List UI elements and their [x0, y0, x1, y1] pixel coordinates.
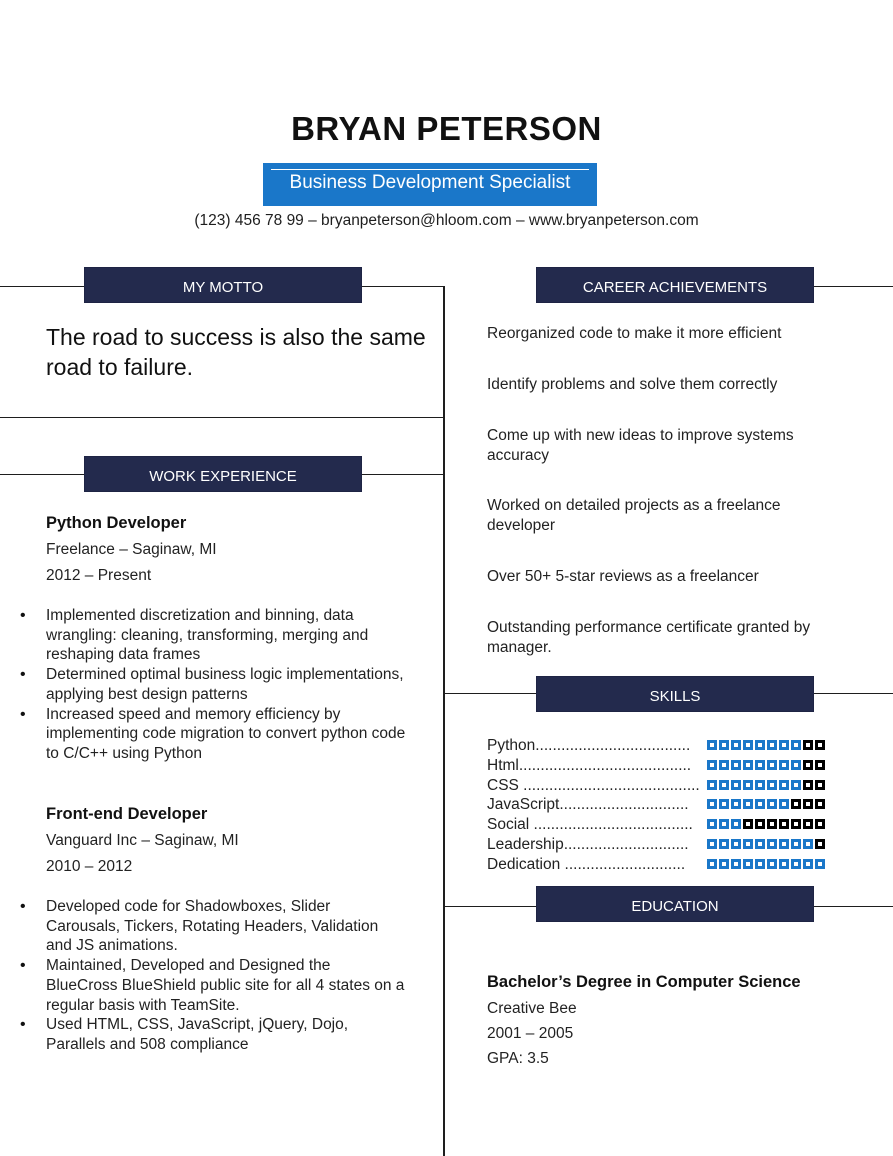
- skill-square-empty: [767, 819, 777, 829]
- skill-square-filled: [767, 859, 777, 869]
- skill-row-python: [487, 736, 857, 756]
- skill-square-filled: [731, 760, 741, 770]
- skill-square-filled: [791, 760, 801, 770]
- skill-square-filled: [791, 859, 801, 869]
- job-1-company: Freelance – Saginaw, MI: [46, 541, 217, 558]
- job-1-bullets: [46, 606, 406, 764]
- job-1-bullet-3: • Increased speed and memory efficiency by implementing code migration to convert python code to C/C++ using Python: [46, 705, 406, 764]
- skill-square-filled: [731, 740, 741, 750]
- job-1-dates: 2012 – Present: [46, 567, 152, 584]
- skill-row-dedication: [487, 855, 857, 875]
- skill-square-filled: [755, 760, 765, 770]
- skill-square-empty: [803, 799, 813, 809]
- skill-square-filled: [743, 839, 753, 849]
- skill-square-filled: [779, 780, 789, 790]
- skill-square-filled: [707, 819, 717, 829]
- achievement-3: Come up with new ideas to improve systems accuracy: [487, 427, 794, 464]
- skills-rule-left: [444, 693, 537, 694]
- achievement-1: Reorganized code to make it more efficient: [487, 325, 782, 342]
- skill-square-empty: [755, 819, 765, 829]
- skill-square-filled: [707, 859, 717, 869]
- motto-text: The road to success is also the same road to failure.: [46, 324, 426, 380]
- skill-row-html: [487, 756, 857, 776]
- skill-label: Html........................................: [487, 757, 692, 774]
- skill-square-filled: [767, 740, 777, 750]
- skill-square-filled: [719, 819, 729, 829]
- skill-square-filled: [767, 839, 777, 849]
- skill-square-empty: [815, 839, 825, 849]
- achievement-2: Identify problems and solve them correctly: [487, 376, 778, 393]
- achievement-4: Worked on detailed projects as a freelance developer: [487, 497, 781, 534]
- skill-rating: [707, 839, 825, 849]
- skill-square-filled: [707, 760, 717, 770]
- skill-square-filled: [731, 839, 741, 849]
- skill-square-filled: [779, 839, 789, 849]
- skill-square-empty: [815, 780, 825, 790]
- work-rule-left: [0, 474, 84, 475]
- skill-square-filled: [755, 740, 765, 750]
- skill-square-empty: [791, 819, 801, 829]
- skill-square-filled: [755, 780, 765, 790]
- title-divider: [271, 169, 589, 170]
- skill-square-filled: [707, 780, 717, 790]
- career-achievements-heading: CAREER ACHIEVEMENTS: [536, 267, 814, 303]
- skill-square-filled: [731, 799, 741, 809]
- skill-square-filled: [719, 780, 729, 790]
- education-degree: Bachelor’s Degree in Computer Science: [487, 973, 801, 991]
- skill-square-filled: [779, 859, 789, 869]
- education-school: Creative Bee: [487, 1000, 577, 1017]
- skill-square-empty: [743, 819, 753, 829]
- skill-square-filled: [755, 839, 765, 849]
- skill-label: Dedication ............................: [487, 856, 686, 873]
- job-2-bullets: [46, 897, 406, 1055]
- motto-bottom-rule: [0, 417, 444, 418]
- skill-square-filled: [719, 839, 729, 849]
- skill-rating: [707, 740, 825, 750]
- contact-line: (123) 456 78 99 – bryanpeterson@hloom.com – www.bryanpeterson.com: [194, 212, 699, 229]
- skill-square-filled: [731, 859, 741, 869]
- job-2-bullet-1: • Developed code for Shadowboxes, Slider Carousals, Tickers, Rotating Headers, Validation and JS animations.: [46, 897, 406, 956]
- skill-square-filled: [779, 740, 789, 750]
- skill-square-empty: [791, 799, 801, 809]
- job-1-title: Python Developer: [46, 514, 187, 532]
- skill-square-filled: [767, 799, 777, 809]
- skills-heading: SKILLS: [536, 676, 814, 712]
- motto-rule-left: [0, 286, 84, 287]
- skill-square-filled: [803, 859, 813, 869]
- skill-square-filled: [767, 780, 777, 790]
- skill-square-empty: [779, 819, 789, 829]
- skill-square-filled: [779, 799, 789, 809]
- skill-rating: [707, 780, 825, 790]
- skill-square-filled: [755, 859, 765, 869]
- skill-square-filled: [755, 799, 765, 809]
- skill-rating: [707, 859, 825, 869]
- motto-heading: MY MOTTO: [84, 267, 362, 303]
- skill-label: CSS .........................................: [487, 777, 700, 794]
- job-title-text: Business Development Specialist: [289, 172, 571, 193]
- achievement-5: Over 50+ 5-star reviews as a freelancer: [487, 568, 759, 585]
- skill-square-filled: [743, 760, 753, 770]
- skill-rating: [707, 819, 825, 829]
- skill-square-filled: [707, 799, 717, 809]
- education-heading: EDUCATION: [536, 886, 814, 922]
- skill-square-empty: [803, 760, 813, 770]
- skill-square-empty: [815, 799, 825, 809]
- skill-label: Social .....................................: [487, 816, 693, 833]
- skill-square-filled: [719, 859, 729, 869]
- education-rule-left: [444, 906, 537, 907]
- skill-square-filled: [791, 780, 801, 790]
- skill-square-filled: [743, 859, 753, 869]
- job-1-bullet-1: • Implemented discretization and binning, data wrangling: cleaning, transforming, merging and reshaping data frames: [46, 606, 406, 665]
- skill-square-filled: [719, 799, 729, 809]
- skill-square-empty: [815, 760, 825, 770]
- candidate-name: BRYAN PETERSON: [291, 110, 602, 147]
- job-2-dates: 2010 – 2012: [46, 858, 133, 875]
- skill-square-filled: [743, 740, 753, 750]
- skill-square-filled: [791, 740, 801, 750]
- skill-square-filled: [767, 760, 777, 770]
- education-dates: 2001 – 2005: [487, 1025, 574, 1042]
- skill-row-css: [487, 776, 857, 796]
- job-2-bullet-3: • Used HTML, CSS, JavaScript, jQuery, Dojo, Parallels and 508 compliance: [46, 1015, 406, 1054]
- skill-square-filled: [731, 780, 741, 790]
- job-2-bullet-2: • Maintained, Developed and Designed the BlueCross BlueShield public site for all 4 states on a regular basis with TeamSite.: [46, 956, 406, 1015]
- skill-square-empty: [803, 740, 813, 750]
- skill-square-filled: [707, 740, 717, 750]
- motto-rule-right: [361, 286, 444, 287]
- skill-rating: [707, 760, 825, 770]
- skill-square-empty: [803, 819, 813, 829]
- job-2-company: Vanguard Inc – Saginaw, MI: [46, 832, 239, 849]
- career-rule-right: [814, 286, 893, 287]
- job-2-title: Front-end Developer: [46, 805, 208, 823]
- achievement-6: Outstanding performance certificate granted by manager.: [487, 619, 811, 656]
- skill-row-leadership: [487, 835, 857, 855]
- job-title-banner: [263, 163, 597, 206]
- skill-square-filled: [719, 760, 729, 770]
- skill-square-empty: [803, 780, 813, 790]
- skill-square-filled: [719, 740, 729, 750]
- skill-square-empty: [815, 819, 825, 829]
- work-rule-right: [361, 474, 444, 475]
- education-rule-right: [814, 906, 893, 907]
- education-gpa: GPA: 3.5: [487, 1050, 549, 1067]
- skill-square-filled: [791, 839, 801, 849]
- skill-square-filled: [743, 780, 753, 790]
- skill-square-empty: [815, 740, 825, 750]
- skill-square-filled: [731, 819, 741, 829]
- skill-label: JavaScript..............................: [487, 796, 689, 813]
- skill-row-social: [487, 815, 857, 835]
- skill-label: Leadership.............................: [487, 836, 689, 853]
- work-experience-heading: WORK EXPERIENCE: [84, 456, 362, 492]
- job-1-bullet-2: • Determined optimal business logic implementations, applying best design patterns: [46, 665, 406, 704]
- skill-row-javascript: [487, 795, 857, 815]
- skill-square-filled: [803, 839, 813, 849]
- skill-label: Python....................................: [487, 737, 691, 754]
- skills-rule-right: [814, 693, 893, 694]
- skill-square-filled: [743, 799, 753, 809]
- skill-rating: [707, 799, 825, 809]
- skill-square-filled: [815, 859, 825, 869]
- skill-square-filled: [707, 839, 717, 849]
- skill-square-filled: [779, 760, 789, 770]
